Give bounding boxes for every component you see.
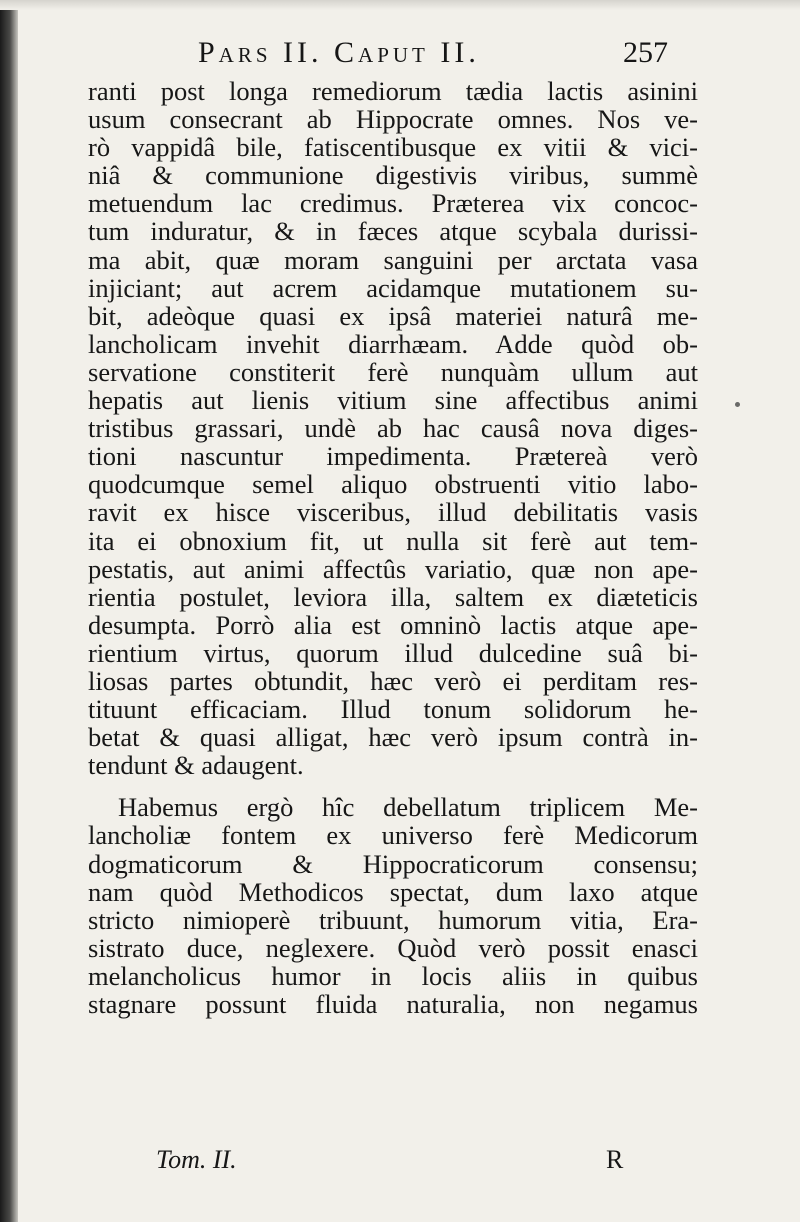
- text-line: stricto nimioperè tribuunt, humorum vitia, Era-: [88, 904, 698, 935]
- text-line: lancholicam invehit diarrhæam. Adde quòd ob-: [88, 328, 698, 359]
- text-line: dogmaticorum & Hippocraticorum consensu;: [88, 848, 698, 879]
- volume-signature: Tom. II.: [156, 1145, 237, 1174]
- text-line: nam quòd Methodicos spectat, dum laxo atque: [88, 876, 698, 907]
- text-line: liosas partes obtundit, hæc verò ei perditam res-: [88, 665, 698, 696]
- paragraph-1: [88, 77, 698, 779]
- text-line: ma abit, quæ moram sanguini per arctata vasa: [88, 244, 698, 275]
- text-line: tioni nascuntur impedimenta. Prætereà verò: [88, 441, 698, 472]
- text-line: usum consecrant ab Hippocrate omnes. Nos ve-: [88, 104, 698, 135]
- text-line: tum induratur, & in fæces atque scybala durissi-: [88, 216, 698, 247]
- text-line: servatione constiterit ferè nunquàm ullum aut: [88, 356, 698, 387]
- text-line: rò vappidâ bile, fatiscentibusque ex vitii & vici-: [88, 132, 698, 163]
- text-line: niâ & communione digestivis viribus, summè: [88, 160, 698, 191]
- page-footer: [88, 1145, 698, 1181]
- top-edge-shade: [0, 0, 800, 10]
- text-line: rientium virtus, quorum illud dulcedine suâ bi-: [88, 637, 698, 668]
- body-text: [88, 77, 698, 1018]
- text-line: sistrato duce, neglexere. Quòd verò possit enasci: [88, 932, 698, 963]
- text-line: pestatis, aut animi affectûs variatio, quæ non ape-: [88, 553, 698, 584]
- signature-mark: R: [606, 1145, 624, 1174]
- text-line: ravit ex hisce visceribus, illud debilitatis vasis: [88, 497, 698, 528]
- text-line: desumpta. Porrò alia est omninò lactis atque ape-: [88, 609, 698, 640]
- text-line: injiciant; aut acrem acidamque mutationem su-: [88, 272, 698, 303]
- text-line: tristibus grassari, undè ab hac causâ nova diges-: [88, 413, 698, 444]
- running-head-title: Pars II. Caput II.: [198, 36, 480, 69]
- text-line: stagnare possunt fluida naturalia, non negamus: [88, 989, 698, 1019]
- text-line-last: tendunt & adaugent.: [88, 750, 304, 781]
- page-number: 257: [623, 36, 668, 69]
- text-line: ita ei obnoxium fit, ut nulla sit ferè aut tem-: [88, 525, 698, 556]
- text-line: ranti post longa remediorum tædia lactis asinini: [88, 76, 698, 106]
- text-line: quodcumque semel aliquo obstruenti vitio labo-: [88, 469, 698, 500]
- text-line: lancholiæ fontem ex universo ferè Medicorum: [88, 820, 698, 851]
- text-line: hepatis aut lienis vitium sine affectibus animi: [88, 385, 698, 416]
- binding-shadow: [0, 0, 18, 1222]
- text-line: bit, adeòque quasi ex ipsâ materiei naturâ me-: [88, 300, 698, 331]
- paragraph-gap: [88, 779, 698, 793]
- paragraph-2: [88, 793, 698, 1018]
- text-line: melancholicus humor in locis aliis in quibus: [88, 960, 698, 991]
- paper-blemish: [735, 402, 740, 407]
- text-line: tituunt efficaciam. Illud tonum solidorum he-: [88, 694, 698, 725]
- text-line-first: Habemus ergò hîc debellatum triplicem Me-: [118, 792, 698, 823]
- text-line: betat & quasi alligat, hæc verò ipsum contrà in-: [88, 722, 698, 753]
- running-head: [88, 36, 688, 76]
- text-line: metuendum lac credimus. Præterea vix concoc-: [88, 188, 698, 219]
- text-line: rientia postulet, leviora illa, saltem ex diæteticis: [88, 581, 698, 612]
